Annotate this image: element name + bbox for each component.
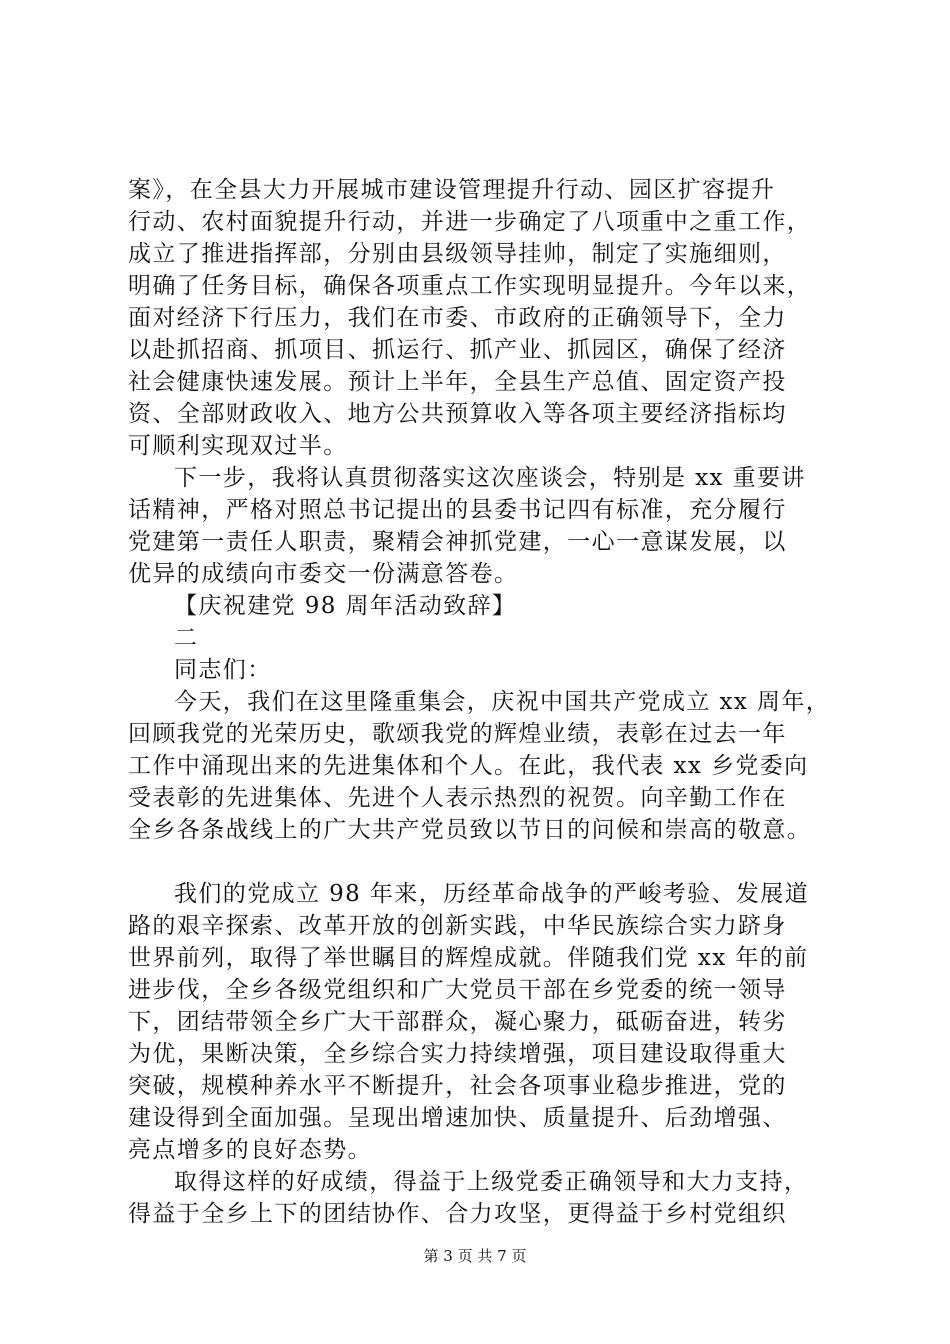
text-line: 明确了任务目标，确保各项重点工作实现明显提升。今年以来， xyxy=(128,273,812,299)
body-text xyxy=(128,174,831,1230)
text-line: 我们的党成立 98 年来，历经革命战争的严峻考验、发展道 xyxy=(174,881,810,907)
text-line: 工作中涌现出来的先进集体和个人。在此，我代表 xx 乡党委向 xyxy=(128,753,809,779)
text-line: 以赴抓招商、抓项目、抓运行、抓产业、抓园区，确保了经济 xyxy=(128,337,787,363)
text-line: 社会健康快速发展。预计上半年，全县生产总值、固定资产投 xyxy=(128,369,787,395)
text-line: 取得这样的好成绩，得益于上级党委正确领导和大力支持， xyxy=(174,1169,809,1195)
text-line: 回顾我党的光荣历史，歌颂我党的辉煌业绩，表彰在过去一年 xyxy=(128,721,787,747)
text-line: 优异的成绩向市委交一份满意答卷。 xyxy=(128,561,519,587)
text-line: 同志们： xyxy=(174,657,272,683)
text-line: 成立了推进指挥部，分别由县级领导挂帅，制定了实施细则， xyxy=(128,241,787,267)
text-line: 【庆祝建党 98 周年活动致辞】 xyxy=(174,593,517,619)
blank-line xyxy=(128,846,828,878)
text-line: 行动、农村面貌提升行动，并进一步确定了八项重中之重工作， xyxy=(128,209,812,235)
text-line: 话精神，严格对照总书记提出的县委书记四有标准，充分履行 xyxy=(128,497,787,523)
page-footer: 第 3 页 共 7 页 xyxy=(423,1247,527,1265)
text-line: 得益于全乡上下的团结协作、合力攻坚，更得益于乡村党组织 xyxy=(128,1201,787,1227)
text-line: 为优，果断决策，全乡综合实力持续增强，项目建设取得重大 xyxy=(128,1041,787,1067)
text-line: 今天，我们在这里隆重集会，庆祝中国共产党成立 xx 周年， xyxy=(174,689,831,715)
text-line: 突破，规模种养水平不断提升，社会各项事业稳步推进，党的 xyxy=(128,1073,787,1099)
text-line: 资、全部财政收入、地方公共预算收入等各项主要经济指标均 xyxy=(128,401,787,427)
text-line: 二 xyxy=(174,625,199,651)
text-line: 党建第一责任人职责，聚精会神抓党建，一心一意谋发展，以 xyxy=(128,529,787,555)
text-line: 路的艰辛探索、改革开放的创新实践，中华民族综合实力跻身 xyxy=(128,913,787,939)
text-line: 案》，在全县大力开展城市建设管理提升行动、园区扩容提升 xyxy=(128,177,776,203)
text-line: 面对经济下行压力，我们在市委、市政府的正确领导下，全力 xyxy=(128,305,787,331)
text-line: 下一步，我将认真贯彻落实这次座谈会，特别是 xx 重要讲 xyxy=(174,465,806,491)
text-line: 建设得到全面加强。呈现出增速加快、质量提升、后劲增强、 xyxy=(128,1105,787,1131)
text-line: 亮点增多的良好态势。 xyxy=(128,1137,372,1163)
text-line: 世界前列，取得了举世瞩目的辉煌成就。伴随我们党 xx 年的前 xyxy=(128,945,809,971)
text-line: 下，团结带领全乡广大干部群众，凝心聚力，砥砺奋进，转劣 xyxy=(128,1009,787,1035)
text-line: 受表彰的先进集体、先进个人表示热烈的祝贺。向辛勤工作在 xyxy=(128,785,787,811)
text-line: 全乡各条战线上的广大共产党员致以节日的问候和崇高的敬意。 xyxy=(128,817,812,843)
text-line: 进步伐，全乡各级党组织和广大党员干部在乡党委的统一领导 xyxy=(128,977,787,1003)
text-line: 可顺利实现双过半。 xyxy=(128,433,348,459)
